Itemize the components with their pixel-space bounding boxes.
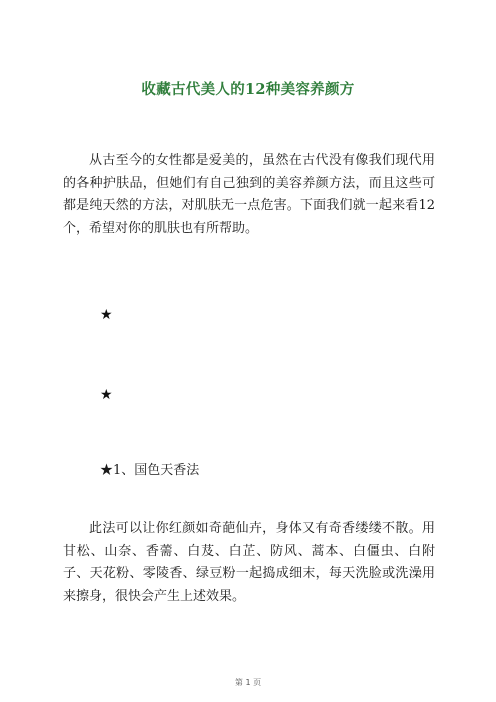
star-separator: ★: [100, 387, 113, 403]
page-number: 第 1 页: [234, 678, 262, 687]
section-paragraph: 此法可以让你红颜如奇葩仙卉，身体又有奇香缕缕不散。用甘松、山奈、香薷、白芨、白芷、防风、蒿本、白僵虫、白附子、天花粉、零陵香、绿豆粉一起捣成细末，每天洗脸或洗澡用来擦身，很快会产生上述效果。: [63, 521, 435, 604]
star-separator: ★: [100, 307, 113, 323]
section-heading: ★1、国色天香法: [100, 463, 200, 478]
intro-paragraph: 从古至今的女性都是爱美的，虽然在古代没有像我们现代用的各种护肤品，但她们有自己独到的美容养颜方法，而且这些可都是纯天然的方法，对肌肤无一点危害。下面我们就一起来看12个，希望对你的肌肤也有所帮助。: [63, 153, 435, 236]
document-title: 收藏古代美人的12种美容养颜方: [141, 81, 355, 98]
